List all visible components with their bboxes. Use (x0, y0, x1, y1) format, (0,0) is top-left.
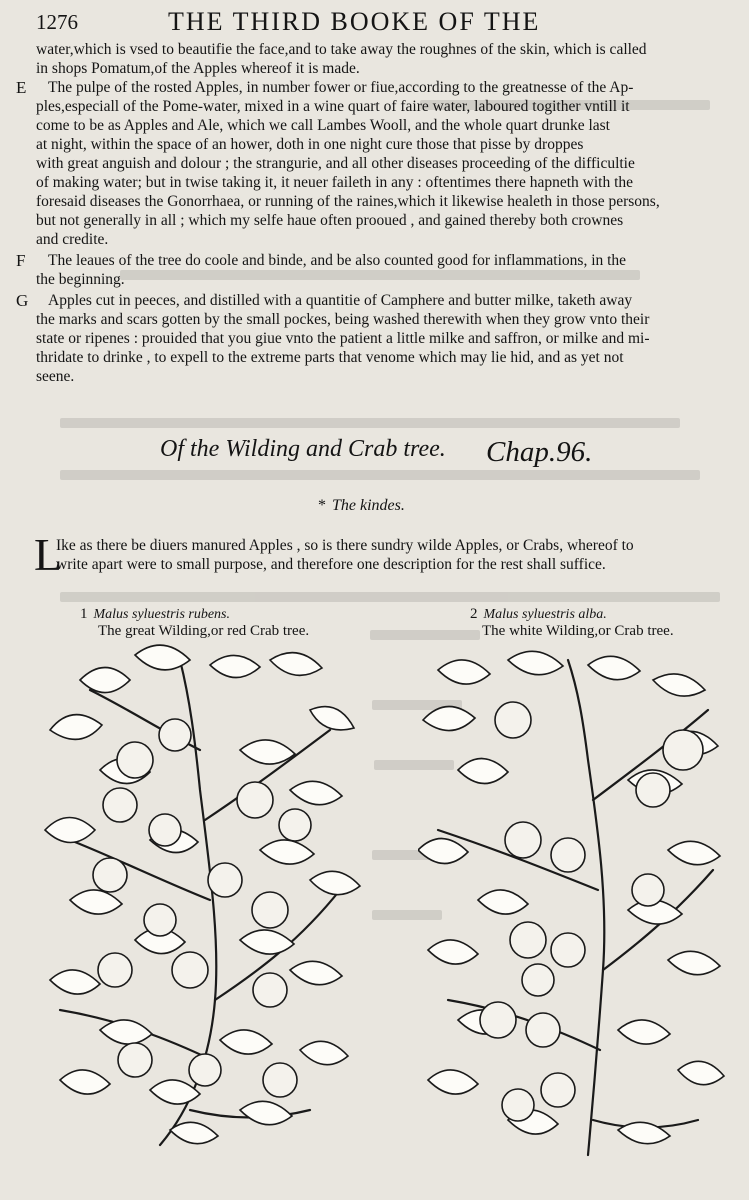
text-line: come to be as Apples and Ale, which we call Lambes Wooll, and the whole quart drunke last (36, 117, 610, 134)
text-line: the beginning. (36, 271, 125, 288)
paragraph-opening (36, 40, 728, 78)
text-line: the marks and scars gotten by the small pockes, being washed therewith when they grow vnto their (36, 311, 650, 328)
chapter-title: Of the Wilding and Crab tree. (160, 436, 446, 462)
text-line: but not generally in all ; which my selfe haue often prooued , and gained thereby both crownes (36, 212, 624, 229)
chapter-heading (160, 436, 720, 468)
chapter-number: Chap.96. (486, 436, 593, 468)
crab-tree-woodcut-red (40, 640, 370, 1160)
text-line: Apples cut in peeces, and distilled with a quantitie of Camphere and butter milke, taketh away (48, 292, 633, 309)
paragraph-g (16, 291, 728, 386)
paragraph-e (16, 78, 728, 249)
text-line: Ike as there be diuers manured Apples , so is there sundry wilde Apples, or Crabs, whereof to (56, 537, 634, 554)
section-letter: G (16, 291, 29, 310)
text-line: and credite. (36, 231, 109, 248)
text-line: with great anguish and dolour ; the strangurie, and all other diseases proceeding of the difficultie (36, 155, 635, 172)
body-text (16, 40, 728, 386)
figure-number: 2 (470, 606, 478, 622)
figure-caption-text: The great Wilding,or red Crab tree. (98, 623, 310, 639)
text-line: water,which is vsed to beautifie the face,and to take away the roughnes of the skin, which is called (36, 41, 647, 58)
drop-cap: L (34, 529, 63, 580)
section-heading (318, 497, 405, 515)
asterisk-icon: * (318, 497, 326, 514)
text-line: of making water; but in twise taking it, it neuer faileth in any : oftentimes there hapneth with the (36, 174, 634, 191)
intro-paragraph (34, 529, 728, 580)
figure-caption-1 (80, 606, 309, 640)
text-line: at night, within the space of an hower, doth in one night cure those that pisse by droppes (36, 136, 584, 153)
figure-latin-name: Malus syluestris rubens. (93, 607, 230, 622)
section-letter: E (16, 78, 27, 97)
text-line: ples,especiall of the Pome-water, mixed in a wine quart of faire water, laboured togither vntill it (36, 98, 630, 115)
figure-number: 1 (80, 606, 88, 622)
text-line: seene. (36, 368, 75, 385)
page-number: 1276 (36, 10, 78, 34)
text-line: write apart were to small purpose, and therefore one description for the rest shall suffice. (56, 556, 606, 573)
section-letter: F (16, 251, 26, 270)
paragraph-f (16, 251, 728, 289)
text-line: thridate to drinke , to expell to the extreme parts that venome which may lie hid, and as yet not (36, 349, 624, 366)
text-line: The pulpe of the rosted Apples, in number fower or fiue,according to the greatnesse of the Ap- (48, 79, 634, 96)
crab-tree-woodcut-white (418, 650, 728, 1170)
running-head: THE THIRD BOOKE OF THE (168, 7, 541, 36)
figure-caption-text: The white Wilding,or Crab tree. (482, 623, 674, 639)
text-line: in shops Pomatum,of the Apples whereof it is made. (36, 60, 360, 77)
page-header (36, 4, 736, 38)
text-line: The leaues of the tree do coole and binde, and be also counted good for inflammations, in the (48, 252, 627, 269)
figure-caption-2 (470, 606, 674, 640)
figure-latin-name: Malus syluestris alba. (483, 607, 607, 622)
text-line: state or ripenes : prouided that you giue vnto the patient a little milke and saffron, or milke and mi- (36, 330, 650, 347)
text-line: foresaid diseases the Gonorrhaea, or running of the raines,which it likewise healeth in those persons, (36, 193, 660, 210)
section-heading-text: The kindes. (332, 497, 405, 514)
